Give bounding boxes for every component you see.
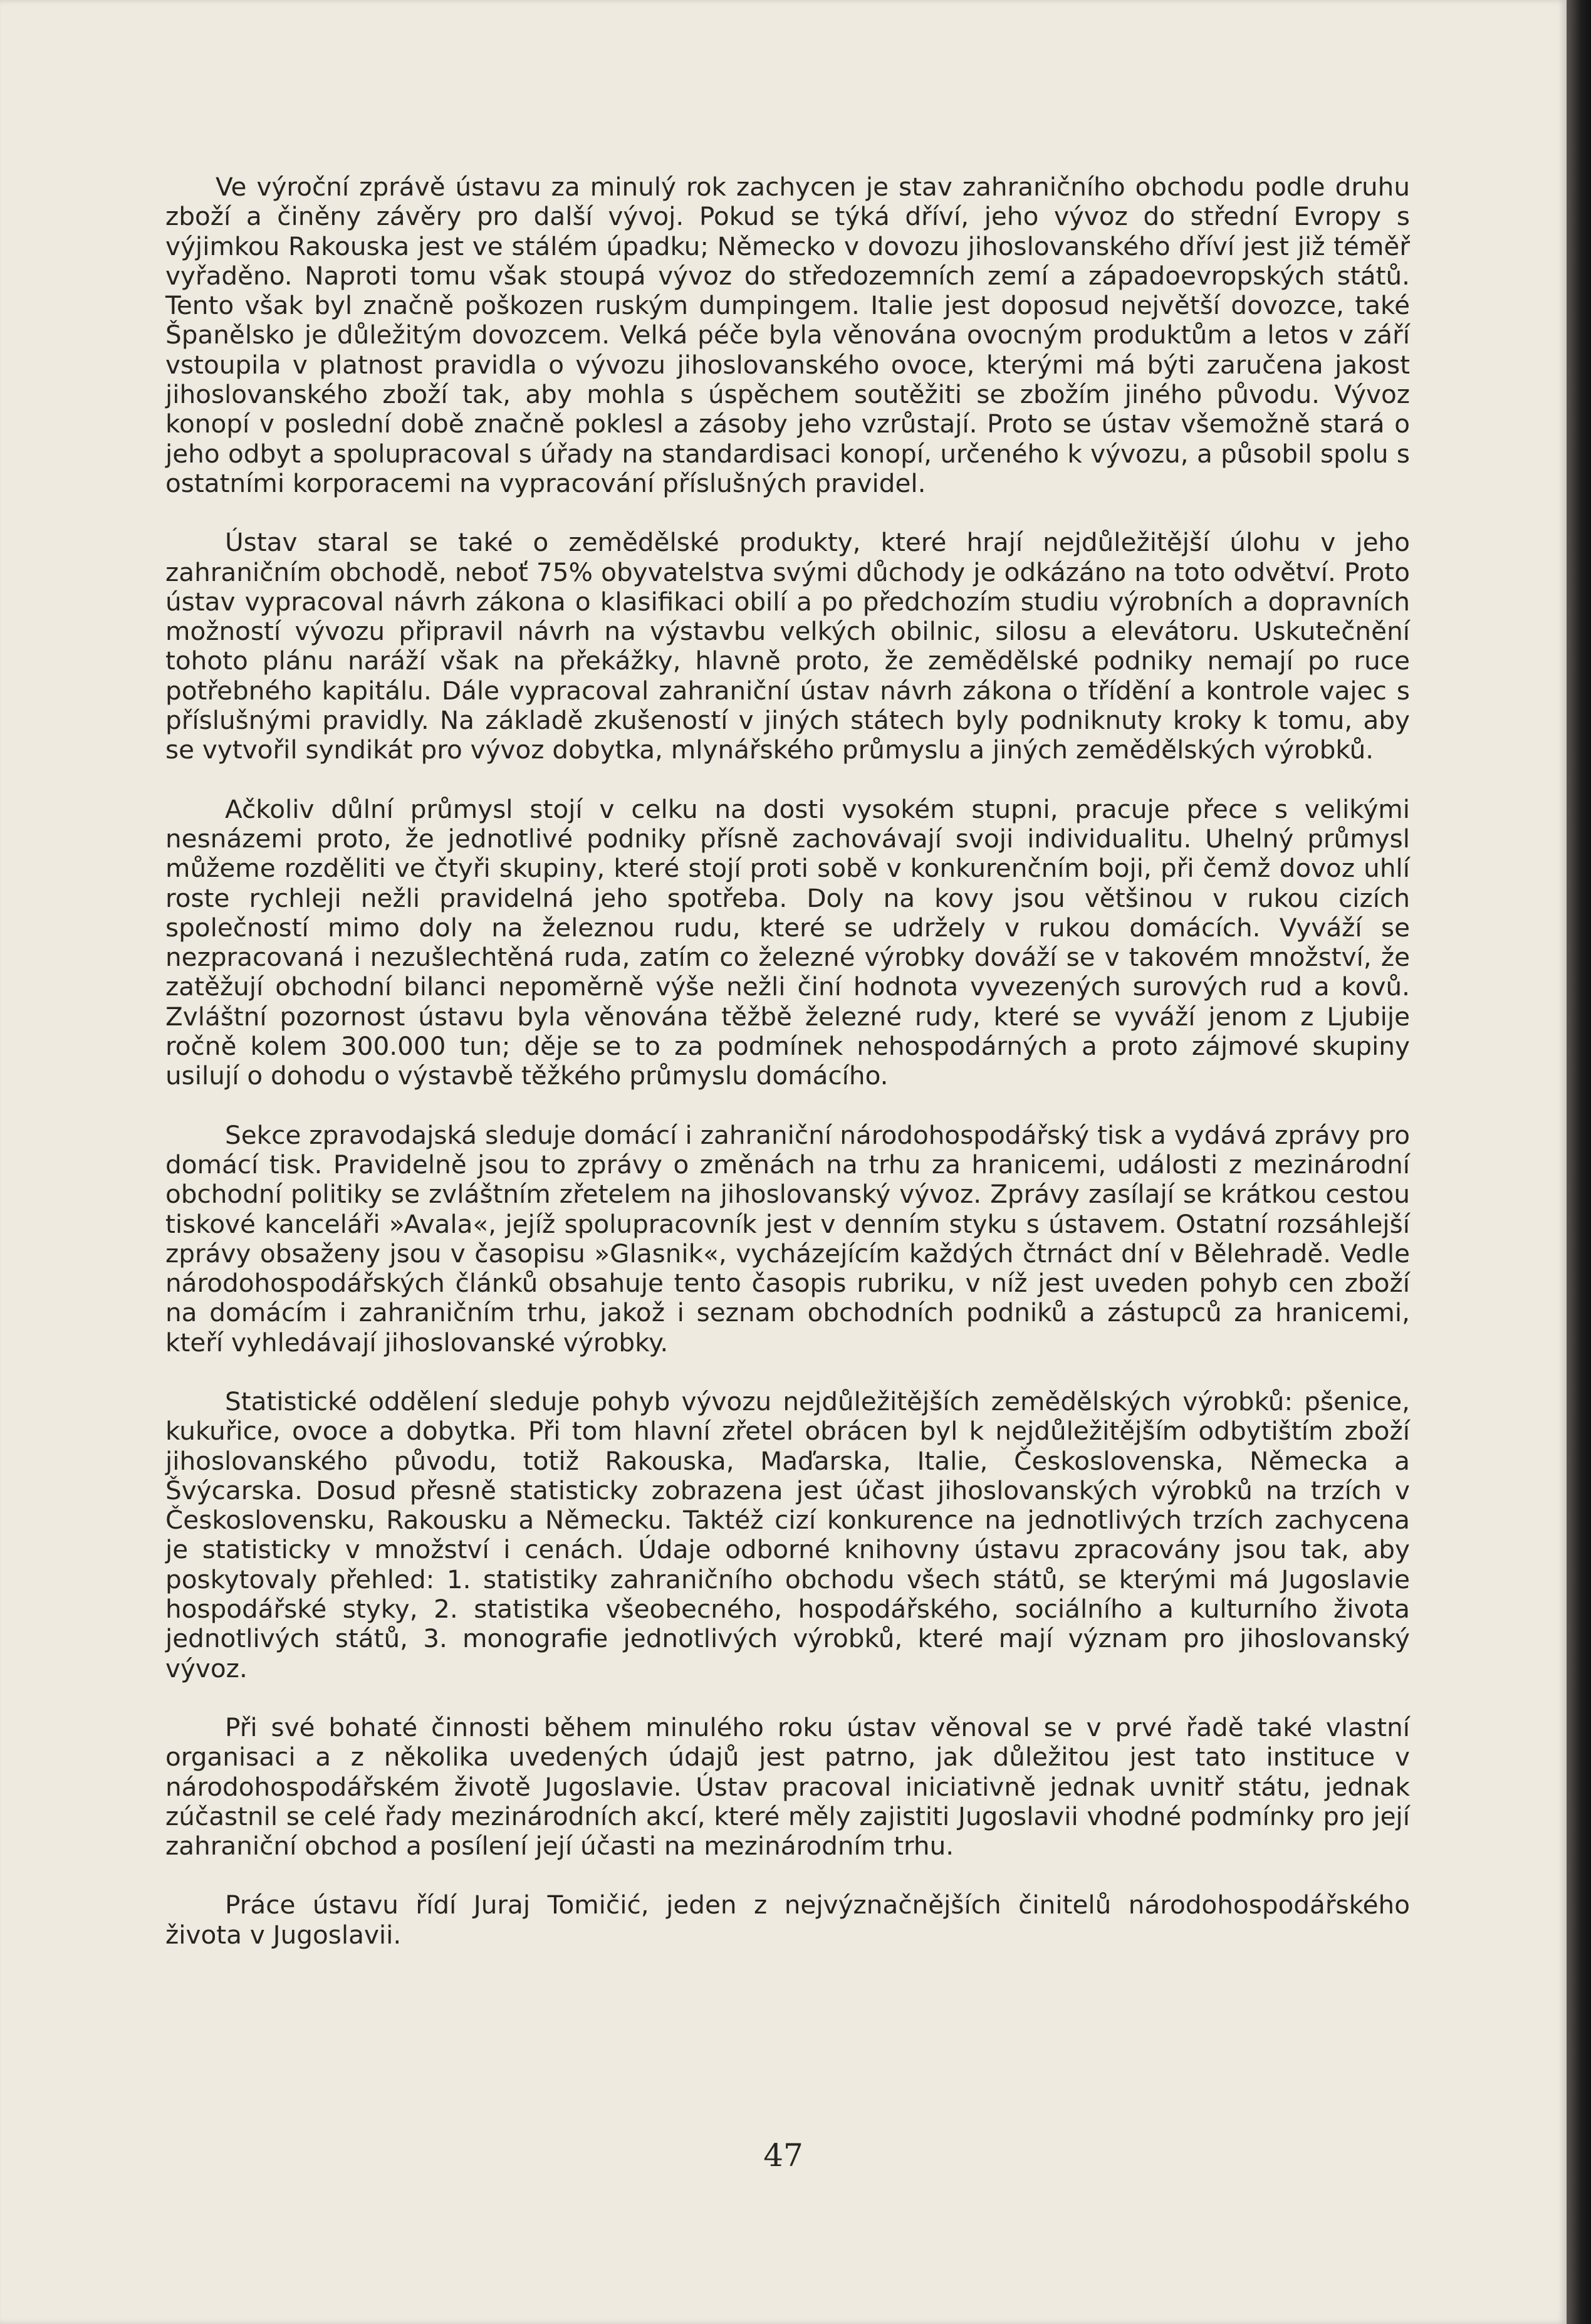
paragraph-statistics: Statistické oddělení sleduje pohyb vývozu nejdůležitějších zemědělských výrobků: pšenice, kukuřice, ovoce a dobytka. Při tom hlavní zřetel obrácen byl k nejdůležitějším odbytištím zboží jihoslovanského původu, totiž Rakouska, Maďarska, Italie, Československa, Německa a Švýcarska. Dosud přesně statisticky zobrazena jest účast jihoslovanských výrobků na trzích v Československu, Rakousku a Německu. Taktéž cizí konkurence na jednotlivých trzích zachycena je statisticky v množství i cenách. Údaje odborné knihovny ústavu zpracovány jsou tak, aby poskytovaly přehled: 1. statistiky zahraničního obchodu všech států, se kterými má Jugoslavie hospodářské styky, 2. statistika všeobecného, hospodářského, sociálního a kulturního života jednotlivých států, 3. monografie jednotlivých výrobků, které mají význam pro jihoslovanský vývoz. (165, 1386, 1410, 1683)
page-number: 47 (763, 2137, 803, 2174)
paragraph-news-section: Sekce zpravodajská sleduje domácí i zahraniční národohospodářský tisk a vydává zprávy pro domácí tisk. Pravidelně jsou to zprávy o změnách na trhu za hranicemi, události z mezinárodní obchodní politiky se zvláštním zřetelem na jihoslovanský vývoz. Zprávy zasílají se krátkou cestou tiskové kanceláři »Avala«, jejíž spolupracovník jest v denním styku s ústavem. Ostatní rozsáhlejší zprávy obsaženy jsou v časopisu »Glasnik«, vycházejícím každých čtrnáct dní v Bělehradě. Vedle národohospodářských článků obsahuje tento časopis rubriku, v níž jest uveden pohyb cen zboží na domácím i zahraničním trhu, jakož i seznam obchodních podniků a zástupců za hranicemi, kteří vyhledávají jihoslovanské výrobky. (165, 1119, 1410, 1358)
paragraph-management: Práce ústavu řídí Juraj Tomičić, jeden z nejvýznačnějších činitelů národohospodářského života v Jugoslavii. (165, 1890, 1410, 1950)
page-edge-shadow (1567, 0, 1591, 2324)
body-text (165, 172, 1410, 1979)
paragraph-foreign-trade: Ve výroční zprávě ústavu za minulý rok zachycen je stav zahraničního obchodu podle druhu zboží a činěny závěry pro další vývoj. Pokud se týká dříví, jeho vývoz do střední Evropy s výjimkou Rakouska jest ve stálém úpadku; Německo v dovozu jihoslovanského dříví jest již téměř vyřaděno. Naproti tomu však stoupá vývoz do středozemních zemí a západoevropských států. Tento však byl značně poškozen ruským dumpingem. Italie jest doposud největší dovozce, také Španělsko je důležitým dovozcem. Velká péče byla věnována ovocným produktům a letos v září vstoupila v platnost pravidla o vývozu jihoslovanského ovoce, kterými má býti zaručena jakost jihoslovanského zboží tak, aby mohla s úspěchem soutěžiti se zbožím jiného původu. Vývoz konopí v poslední době značně poklesl a zásoby jeho vzrůstají. Proto se ústav všemožně stará o jeho odbyt a spolupracoval s úřady na standardisaci konopí, určeného k vývozu, a působil spolu s ostatními korporacemi na vypracování příslušných pravidel. (165, 172, 1410, 498)
paragraph-agriculture: Ústav staral se také o zemědělské produkty, které hrají nejdůležitější úlohu v jeho zahraničním obchodě, neboť 75% obyvatelstva svými důchody je odkázáno na toto odvětví. Proto ústav vypracoval návrh zákona o klasifikaci obilí a po předchozím studiu výrobních a dopravních možností vývozu připravil návrh na výstavbu velkých obilnic, silosu a elevátoru. Uskutečnění tohoto plánu naráží však na překážky, hlavně proto, že zemědělské podniky nemají po ruce potřebného kapitálu. Dále vypracoval zahraniční ústav návrh zákona o třídění a kontrole vajec s příslušnými pravidly. Na základě zkušeností v jiných státech byly podniknuty kroky k tomu, aby se vytvořil syndikát pro vývoz dobytka, mlynářského průmyslu a jiných zemědělských výrobků. (165, 527, 1410, 765)
paragraph-mining: Ačkoliv důlní průmysl stojí v celku na dosti vysokém stupni, pracuje přece s velikými nesnázemi proto, že jednotlivé podniky přísně zachovávají svoji individualitu. Uhelný průmysl můžeme rozděliti ve čtyři skupiny, které stojí proti sobě v konkurenčním boji, při čemž dovoz uhlí roste rychleji nežli pravidelná jeho spotřeba. Doly na kovy jsou většinou v rukou cizích společností mimo doly na železnou rudu, které se udržely v rukou domácích. Vyváží se nezpracovaná i nezušlechtěná ruda, zatím co železné výrobky dováží se v takovém množství, že zatěžují obchodní bilanci nepoměrně výše nežli činí hodnota vyvezených surových rud a kovů. Zvláštní pozornost ústavu byla věnována těžbě železné rudy, které se vyváží jenom z Ljubije ročně kolem 300.000 tun; děje se to za podmínek nehospodárných a proto zájmové skupiny usilují o dohodu o výstavbě těžkého průmyslu domácího. (165, 793, 1410, 1091)
paragraph-activities: Při své bohaté činnosti během minulého roku ústav věnoval se v prvé řadě také vlastní organisaci a z několika uvedených údajů jest patrno, jak důležitou jest tato instituce v národohospodářském životě Jugoslavie. Ústav pracoval iniciativně jednak uvnitř státu, jednak zúčastnil se celé řady mezinárodních akcí, které měly zajistiti Jugoslavii vhodné podmínky pro její zahraniční obchod a posílení její účasti na mezinárodním trhu. (165, 1712, 1410, 1861)
